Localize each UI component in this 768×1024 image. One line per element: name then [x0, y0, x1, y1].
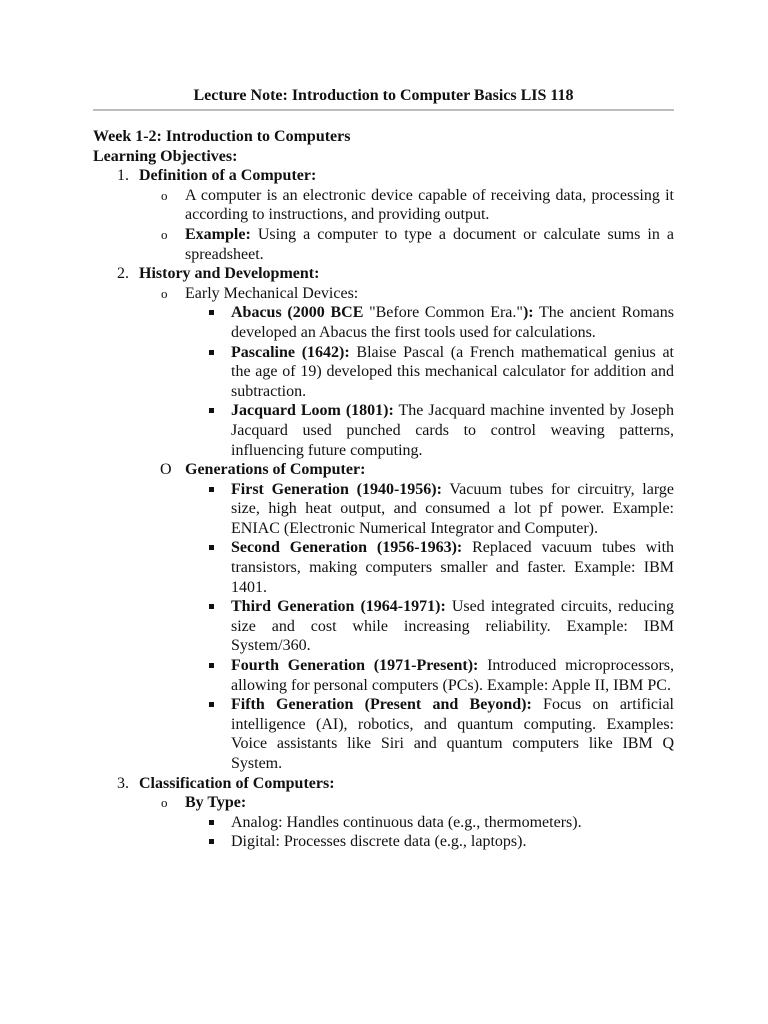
square-bullet-icon [209, 487, 214, 492]
square-bullet-icon [209, 839, 214, 844]
list-item [185, 832, 674, 852]
list-item [139, 186, 674, 225]
item-text: Vacuum tubes for circuitry, large size, high heat output, and consumed a lot pf power. Example: ENIAC (Electronic Numerical Integrator and Computer). [231, 480, 674, 537]
item-label: Jacquard Loom (1801): [231, 402, 394, 420]
list-item [139, 793, 674, 852]
list-item [185, 343, 674, 402]
square-bullet-icon [209, 702, 214, 707]
item-text: Replaced vacuum tubes with transistors, making computers smaller and faster. Example: IBM 1401. [231, 539, 675, 596]
spacer [93, 111, 674, 127]
section-number: 3. [117, 774, 129, 792]
list-item [185, 401, 674, 460]
circle-bullet-icon: o [161, 285, 168, 301]
item-text: Focus on artificial intelligence (AI), robotics, and quantum computing. Examples: Voice assistants like Siri and quantum computers like IBM Q System. [231, 696, 675, 772]
week-heading: Week 1-2: Introduction to Computers [93, 128, 351, 145]
square-bullet-icon [209, 545, 214, 550]
objectives-heading: Learning Objectives: [93, 147, 238, 165]
early-devices-label: Early Mechanical Devices: [185, 284, 359, 302]
list-item [139, 460, 674, 774]
item-label: Example: [185, 225, 251, 243]
section-number: 2. [117, 265, 129, 283]
square-bullet-icon [209, 310, 214, 315]
early-devices-list [185, 303, 674, 460]
square-bullet-icon [209, 820, 214, 825]
section-heading: Classification of Computers: [139, 774, 335, 792]
objectives-list [93, 166, 674, 852]
square-bullet-icon [209, 663, 214, 668]
list-item [185, 480, 674, 539]
list-item [139, 225, 674, 264]
square-bullet-icon [209, 408, 214, 413]
types-list [185, 813, 674, 852]
page-title: Lecture Note: Introduction to Computer Basics LIS 118 [93, 86, 674, 111]
section-classification [93, 774, 674, 852]
item-text: Used integrated circuits, reducing size and cost while increasing reliability. Example: IBM System/360. [231, 598, 674, 655]
item-label: Third Generation (1964-1971): [231, 598, 446, 616]
item-text: The ancient Romans developed an Abacus the first tools used for calculations. [231, 304, 675, 341]
item-text: Using a computer to type a document or calculate sums in a spreadsheet. [185, 225, 674, 263]
document-page [93, 86, 674, 852]
history-list [139, 284, 674, 774]
square-bullet-icon [209, 350, 214, 355]
circle-bullet-icon: o [161, 187, 168, 203]
section-definition [93, 166, 674, 264]
section-heading: Definition of a Computer: [139, 167, 317, 185]
item-text: The Jacquard machine invented by Joseph Jacquard used punched cards to control weaving patterns, influencing future computing. [231, 402, 674, 459]
item-text: "Before Common Era." [363, 304, 523, 322]
square-bullet-icon [209, 604, 214, 609]
item-label: Abacus (2000 BCE [231, 304, 364, 322]
item-label: Fourth Generation (1971-Present): [231, 657, 479, 675]
type-digital: Digital: Processes discrete data (e.g., laptops). [231, 833, 527, 851]
generations-list [185, 480, 674, 774]
item-label: Pascaline (1642): [231, 343, 350, 361]
definition-list [139, 186, 674, 264]
circle-bullet-icon: O [160, 461, 172, 479]
section-heading: History and Development: [139, 265, 320, 283]
circle-bullet-icon: o [161, 226, 168, 242]
section-number: 1. [117, 167, 129, 185]
item-label: First Generation (1940-1956): [231, 480, 442, 498]
list-item [185, 597, 674, 656]
item-text: Blaise Pascal (a French mathematical genius at the age of 19) developed this mechanical calculator for addition and subtraction. [231, 343, 674, 400]
by-type-label: By Type: [185, 794, 247, 812]
definition-text: A computer is an electronic device capable of receiving data, processing it according to instructions, and providing output. [185, 186, 674, 224]
classification-list [139, 793, 674, 852]
item-text: Introduced microprocessors, allowing for personal computers (PCs). Example: Apple II, IBM PC. [231, 657, 674, 694]
list-item [185, 303, 674, 342]
generations-label: Generations of Computer: [185, 461, 366, 479]
item-label: Fifth Generation (Present and Beyond): [231, 696, 532, 714]
type-analog: Analog: Handles continuous data (e.g., thermometers). [231, 813, 582, 831]
list-item [185, 695, 674, 773]
list-item [185, 538, 674, 597]
item-label: ): [522, 304, 534, 322]
list-item [185, 813, 674, 833]
list-item [185, 656, 674, 695]
list-item [139, 284, 674, 460]
item-label: Second Generation (1956-1963): [231, 539, 463, 557]
section-history [93, 264, 674, 773]
circle-bullet-icon: o [161, 795, 168, 811]
